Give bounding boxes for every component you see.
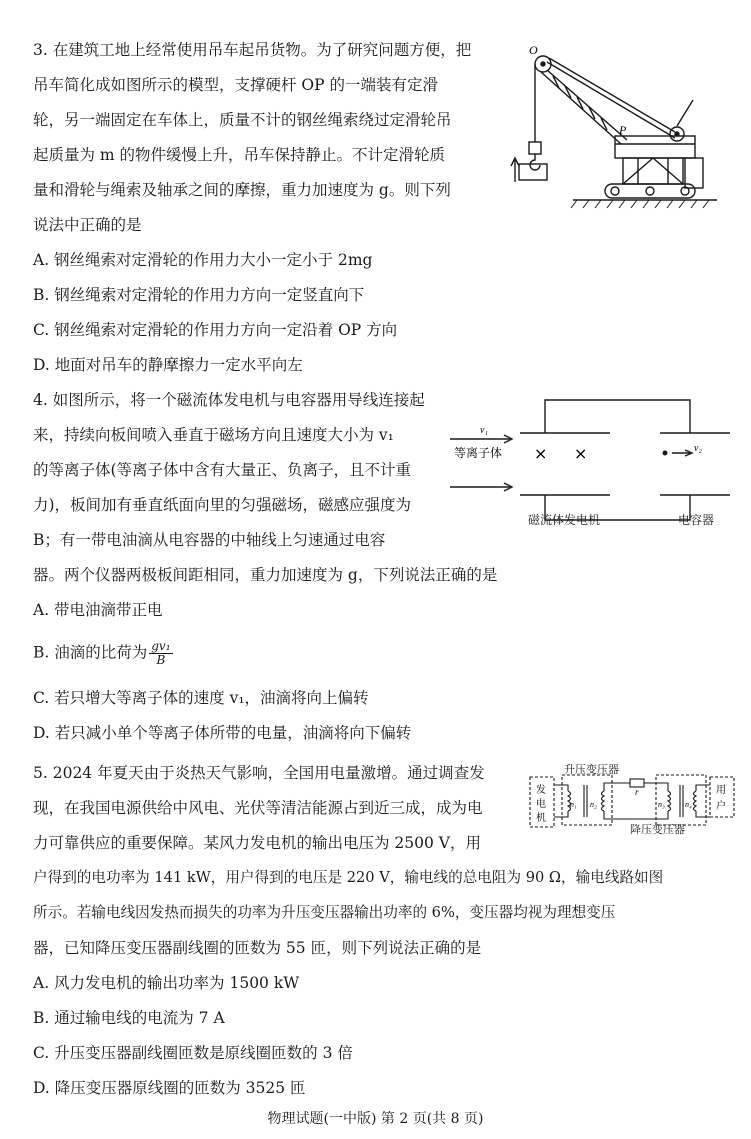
q3-line-2: 吊车简化成如图所示的模型，支撑硬杆 OP 的一端装有定滑 [33, 76, 438, 94]
fraction-denominator: B [156, 653, 166, 667]
user-char-1: 用 [716, 785, 726, 796]
mhd-diagram [450, 395, 740, 530]
q3-line-5: 量和滑轮与绳索及轴承之间的摩擦，重力加速度为 g。则下列 [33, 181, 451, 199]
q3-option-a: A. 钢丝绳索对定滑轮的作用力大小一定小于 2mg [33, 251, 373, 269]
label-p: P [619, 123, 627, 137]
label-plasma: 等离子体 [454, 446, 503, 460]
page-footer: 物理试题(一中版) 第 2 页(共 8 页) [267, 1111, 484, 1127]
crane-figure [505, 40, 720, 210]
q5-option-d: D. 降压变压器原线圈的匝数为 3525 匝 [33, 1079, 306, 1097]
label-step-down: 降压变压器 [630, 823, 685, 836]
q5-option-a: A. 风力发电机的输出功率为 1500 kW [33, 974, 300, 992]
q3-line-1: 3. 在建筑工地上经常使用吊车起吊货物。为了研究问题方便，把 [33, 41, 472, 59]
gen-char-2: 电 [536, 799, 546, 810]
cross-2: × [574, 444, 588, 463]
label-n4: n₄ [685, 800, 692, 809]
label-v1: v₁ [480, 425, 488, 436]
q4-option-c: C. 若只增大等离子体的速度 v₁，油滴将向上偏转 [33, 689, 369, 707]
q4-line-2: 来，持续向板间喷入垂直于磁场方向且速度大小为 v₁ [33, 426, 394, 444]
q4-option-a: A. 带电油滴带正电 [33, 601, 163, 619]
q5-line-2: 现，在我国电源供给中风电、光伏等清洁能源占到近三成，成为电 [33, 799, 483, 817]
cross-1: × [534, 444, 548, 463]
q4-line-3: 的等离子体(等离子体中含有大量正、负离子，且不计重 [33, 461, 412, 479]
q5-line-3: 力可靠供应的重要保障。某风力发电机的输出电压为 2500 V，用 [33, 834, 481, 852]
label-r: r [635, 787, 639, 797]
q5-line-4: 户得到的电功率为 141 kW，用户得到的电压是 220 V，输电线的总电阻为 90 Ω，输电线路如图 [33, 869, 664, 886]
q3-option-d: D. 地面对吊车的静摩擦力一定水平向左 [33, 356, 303, 374]
fraction-numerator: gv₁ [151, 639, 171, 653]
mhd-figure [450, 395, 740, 530]
q4-option-d: D. 若只减小单个等离子体所带的电量，油滴将向下偏转 [33, 724, 412, 742]
q5-line-6: 器，已知降压变压器副线圈的匝数为 55 匝，则下列说法正确的是 [33, 939, 482, 957]
label-n2: n₂ [590, 800, 597, 809]
q3-option-b: B. 钢丝绳索对定滑轮的作用力方向一定竖直向下 [33, 286, 365, 304]
q4-option-b [33, 640, 173, 667]
q4-line-5: B；有一带电油滴从电容器的中轴线上匀速通过电容 [33, 531, 386, 549]
user-char-2: 户 [716, 801, 726, 812]
q5-option-b: B. 通过输电线的电流为 7 A [33, 1009, 225, 1027]
charge-mass-fraction [149, 640, 172, 667]
q4-line-4: 力)，板间加有垂直纸面向里的匀强磁场，磁感应强度为 [33, 496, 412, 514]
label-capacitor: 电容器 [678, 513, 715, 527]
label-step-up: 升压变压器 [564, 763, 619, 776]
label-o: O [529, 43, 538, 57]
q3-line-3: 轮，另一端固定在车体上，质量不计的钢丝绳索绕过定滑轮吊 [33, 111, 452, 129]
oil-drop [663, 451, 668, 456]
q5-option-c: C. 升压变压器副线圈匝数是原线圈匝数的 3 倍 [33, 1044, 353, 1062]
crane-diagram [505, 40, 720, 210]
label-generator: 磁流体发电机 [528, 513, 601, 527]
gen-char-1: 发 [536, 785, 546, 796]
q4-option-b-prefix: B. 油滴的比荷为 [33, 643, 148, 662]
q5-line-1: 5. 2024 年夏天由于炎热天气影响，全国用电量激增。通过调查发 [33, 764, 485, 782]
label-n1: n₁ [570, 800, 577, 809]
q3-option-c: C. 钢丝绳索对定滑轮的作用力方向一定沿着 OP 方向 [33, 321, 398, 339]
q5-line-5: 所示。若输电线因发热而损失的功率为升压变压器输出功率的 6%，变压器均视为理想变压 [33, 904, 616, 921]
q3-line-6: 说法中正确的是 [33, 216, 142, 234]
label-n3: n₃ [658, 800, 665, 809]
transmission-figure [528, 763, 738, 836]
label-v2: v₂ [694, 443, 702, 454]
q4-line-6: 器。两个仪器两极板间距相同，重力加速度为 g，下列说法正确的是 [33, 566, 498, 584]
q4-line-1: 4. 如图所示，将一个磁流体发电机与电容器用导线连接起 [33, 391, 425, 409]
gen-char-3: 机 [536, 813, 546, 824]
q3-line-4: 起质量为 m 的物件缓慢上升，吊车保持静止。不计定滑轮质 [33, 146, 446, 164]
